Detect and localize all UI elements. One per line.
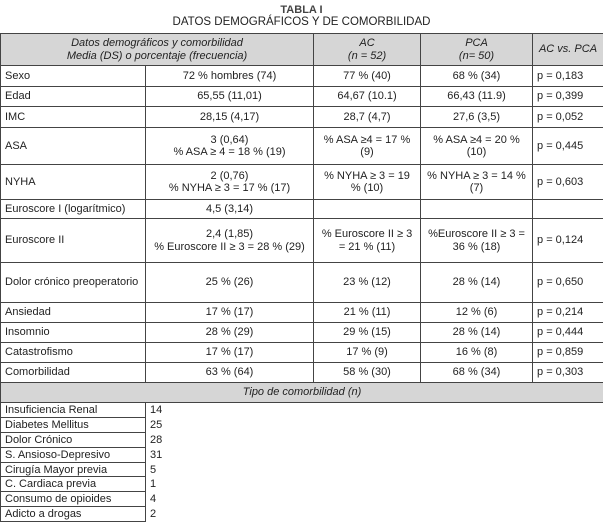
pca-value: 68 % (34) (421, 363, 533, 383)
comorbidity-count: 2 (146, 507, 301, 522)
comorbidity-label: C. Cardiaca previa (1, 477, 146, 492)
table-row (1, 343, 603, 363)
header-ac: AC (n = 52) (314, 34, 421, 66)
comorbidity-row (1, 462, 301, 477)
table-title: DATOS DEMOGRÁFICOS Y DE COMORBILIDAD (0, 16, 603, 28)
row-label: Euroscore I (logarítmico) (1, 200, 146, 219)
row-label: Ansiedad (1, 303, 146, 323)
row-label: IMC (1, 107, 146, 128)
table-row (1, 128, 603, 165)
header-compare: AC vs. PCA (533, 34, 603, 66)
row-label: Sexo (1, 66, 146, 87)
p-value: p = 0,859 (533, 343, 603, 363)
ac-value (314, 200, 421, 219)
pca-value: 28 % (14) (421, 323, 533, 343)
comorbidity-row (1, 447, 301, 462)
pca-value: 27,6 (3,5) (421, 107, 533, 128)
pca-value: 28 % (14) (421, 263, 533, 303)
comorbidity-count: 4 (146, 492, 301, 507)
pca-value (421, 200, 533, 219)
pca-value: %Euroscore II ≥ 3 = 36 % (18) (421, 219, 533, 263)
comorbidity-count: 1 (146, 477, 301, 492)
row-label: Edad (1, 87, 146, 107)
ac-value: % Euroscore II ≥ 3 = 21 % (11) (314, 219, 421, 263)
table-row (1, 263, 603, 303)
total-value: 17 % (17) (146, 303, 314, 323)
comorbidity-label: Insuficiencia Renal (1, 403, 146, 418)
header-row (1, 34, 603, 66)
total-value: 3 (0,64) % ASA ≥ 4 = 18 % (19) (146, 128, 314, 165)
ac-value: 58 % (30) (314, 363, 421, 383)
p-value: p = 0,650 (533, 263, 603, 303)
table-row (1, 165, 603, 200)
comorbidity-label: Dolor Crónico (1, 432, 146, 447)
header-variable: Datos demográficos y comorbilidad Media (DS) o porcentaje (frecuencia) (1, 34, 314, 66)
total-value: 28 % (29) (146, 323, 314, 343)
demographics-table (0, 33, 603, 403)
p-value: p = 0,444 (533, 323, 603, 343)
comorbidity-count: 31 (146, 447, 301, 462)
ac-value: 64,67 (10.1) (314, 87, 421, 107)
comorbidity-label: Cirugía Mayor previa (1, 462, 146, 477)
p-value: p = 0,124 (533, 219, 603, 263)
table-row (1, 66, 603, 87)
table-number: TABLA I (0, 4, 603, 16)
pca-value: % ASA ≥4 = 20 % (10) (421, 128, 533, 165)
comorbidity-row (1, 417, 301, 432)
comorbidity-label: Diabetes Mellitus (1, 417, 146, 432)
table-row (1, 323, 603, 343)
table-row (1, 87, 603, 107)
p-value: p = 0,183 (533, 66, 603, 87)
p-value: p = 0,303 (533, 363, 603, 383)
total-value: 17 % (17) (146, 343, 314, 363)
comorbidity-row (1, 507, 301, 522)
p-value (533, 200, 603, 219)
ac-value: % NYHA ≥ 3 = 19 % (10) (314, 165, 421, 200)
table-row (1, 219, 603, 263)
ac-value: 21 % (11) (314, 303, 421, 323)
p-value: p = 0,399 (533, 87, 603, 107)
total-value: 25 % (26) (146, 263, 314, 303)
table-row (1, 363, 603, 383)
table-row (1, 303, 603, 323)
comorbidity-label: Consumo de opioides (1, 492, 146, 507)
total-value: 2 (0,76) % NYHA ≥ 3 = 17 % (17) (146, 165, 314, 200)
row-label: ASA (1, 128, 146, 165)
pca-value: 66,43 (11.9) (421, 87, 533, 107)
comorbidity-count: 14 (146, 403, 301, 418)
comorbidity-row (1, 492, 301, 507)
comorbidity-count: 25 (146, 417, 301, 432)
total-value: 2,4 (1,85) % Euroscore II ≥ 3 = 28 % (29) (146, 219, 314, 263)
table-row (1, 200, 603, 219)
ac-value: 17 % (9) (314, 343, 421, 363)
p-value: p = 0,603 (533, 165, 603, 200)
row-label: Comorbilidad (1, 363, 146, 383)
total-value: 72 % hombres (74) (146, 66, 314, 87)
pca-value: % NYHA ≥ 3 = 14 % (7) (421, 165, 533, 200)
comorbidity-row (1, 432, 301, 447)
comorbidity-count: 5 (146, 462, 301, 477)
ac-value: 28,7 (4,7) (314, 107, 421, 128)
ac-value: 29 % (15) (314, 323, 421, 343)
comorbidity-count: 28 (146, 432, 301, 447)
row-label: Catastrofismo (1, 343, 146, 363)
comorbidity-table (0, 402, 301, 522)
row-label: Dolor crónico preoperatorio (1, 263, 146, 303)
p-value: p = 0,445 (533, 128, 603, 165)
comorbidity-label: Adicto a drogas (1, 507, 146, 522)
total-value: 28,15 (4,17) (146, 107, 314, 128)
pca-value: 12 % (6) (421, 303, 533, 323)
p-value: p = 0,214 (533, 303, 603, 323)
p-value: p = 0,052 (533, 107, 603, 128)
total-value: 65,55 (11,01) (146, 87, 314, 107)
comorbidity-subheader-row (1, 383, 603, 403)
pca-value: 16 % (8) (421, 343, 533, 363)
row-label: Euroscore II (1, 219, 146, 263)
ac-value: % ASA ≥4 = 17 % (9) (314, 128, 421, 165)
row-label: NYHA (1, 165, 146, 200)
comorbidity-label: S. Ansioso-Depresivo (1, 447, 146, 462)
header-pca: PCA (n= 50) (421, 34, 533, 66)
table-caption (0, 4, 603, 28)
comorbidity-row (1, 477, 301, 492)
ac-value: 77 % (40) (314, 66, 421, 87)
table-row (1, 107, 603, 128)
total-value: 63 % (64) (146, 363, 314, 383)
total-value: 4,5 (3,14) (146, 200, 314, 219)
pca-value: 68 % (34) (421, 66, 533, 87)
comorbidity-row (1, 403, 301, 418)
ac-value: 23 % (12) (314, 263, 421, 303)
comorbidity-subheader: Tipo de comorbilidad (n) (1, 383, 603, 403)
row-label: Insomnio (1, 323, 146, 343)
